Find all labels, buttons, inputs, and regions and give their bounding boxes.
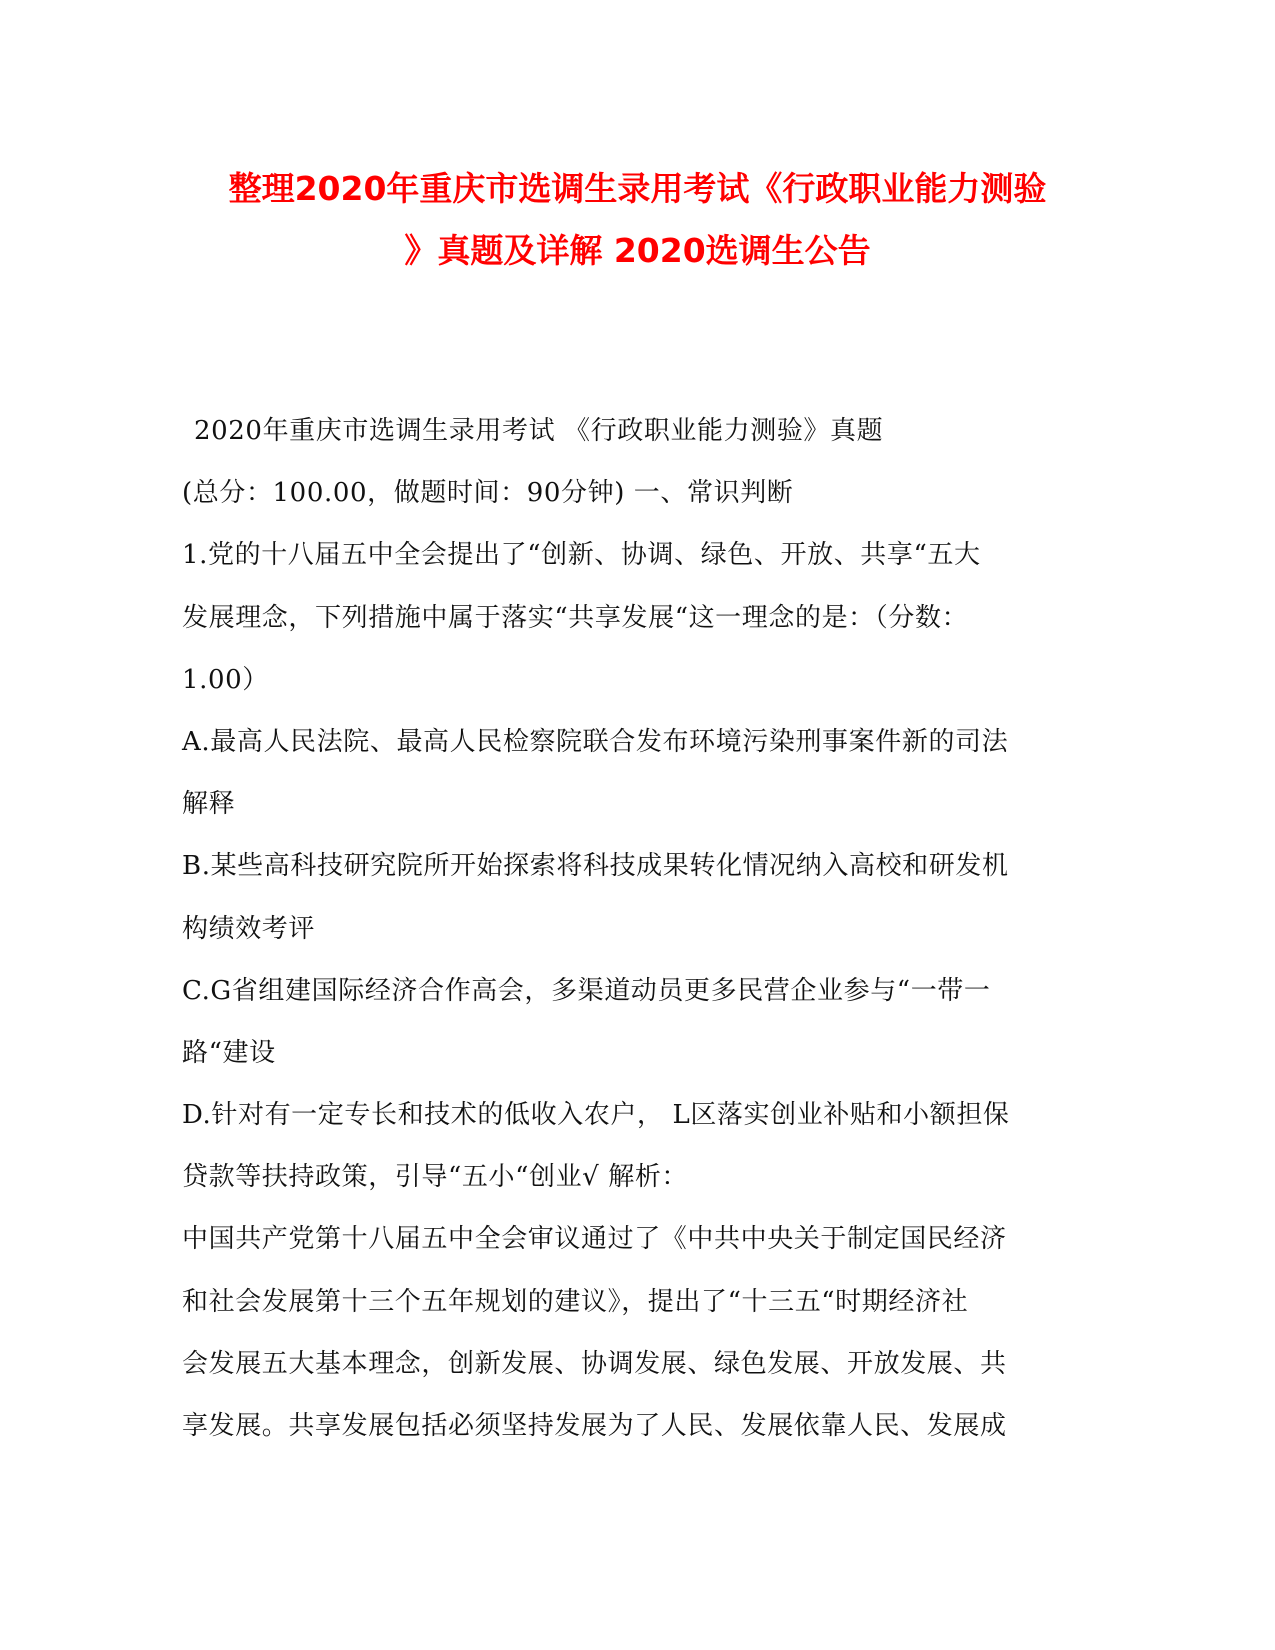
option-a: 解释 <box>182 789 236 820</box>
explanation-text: 和社会发展第十三个五年规划的建议》，提出了“十三五“时期经济社 <box>182 1286 969 1317</box>
option-a: A.最高人民法院、最高人民检察院联合发布环境污染刑事案件新的司法 <box>182 726 1009 757</box>
document-title <box>170 158 1105 282</box>
option-b: 构绩效考评 <box>182 913 316 944</box>
option-d: D.针对有一定专长和技术的低收入农户， L区落实创业补贴和小额担保 <box>182 1100 1010 1131</box>
option-c: 路“建设 <box>182 1037 276 1068</box>
option-b: B.某些高科技研究院所开始探索将科技成果转化情况纳入高校和研发机 <box>182 851 1009 882</box>
question-1-score: 1.00） <box>182 664 269 695</box>
exam-heading: 2020年重庆市选调生录用考试 《行政职业能力测验》真题 <box>194 416 884 446</box>
title-line-2: 》真题及详解 2020选调生公告 <box>404 231 871 270</box>
question-1-text: 1.党的十八届五中全会提出了“创新、协调、绿色、开放、共享“五大 <box>182 540 981 571</box>
option-c: C.G省组建国际经济合作高会，多渠道动员更多民营企业参与“一带一 <box>182 975 991 1006</box>
explanation-text: 享发展。共享发展包括必须坚持发展为了人民、发展依靠人民、发展成 <box>182 1411 1007 1441</box>
explanation-text: 中国共产党第十八届五中全会审议通过了《中共中央关于制定国民经济 <box>182 1224 1007 1255</box>
document-body <box>182 400 1092 1457</box>
exam-info: (总分：100.00，做题时间：90分钟) 一、常识判断 <box>182 478 794 509</box>
option-d: 贷款等扶持政策，引导“五小“创业√ 解析： <box>182 1162 689 1193</box>
explanation-text: 会发展五大基本理念，创新发展、协调发展、绿色发展、开放发展、共 <box>182 1348 1007 1379</box>
question-1-text: 发展理念，下列措施中属于落实“共享发展“这一理念的是：（分数： <box>182 602 969 633</box>
title-line-1: 整理2020年重庆市选调生录用考试《行政职业能力测验 <box>228 169 1047 208</box>
